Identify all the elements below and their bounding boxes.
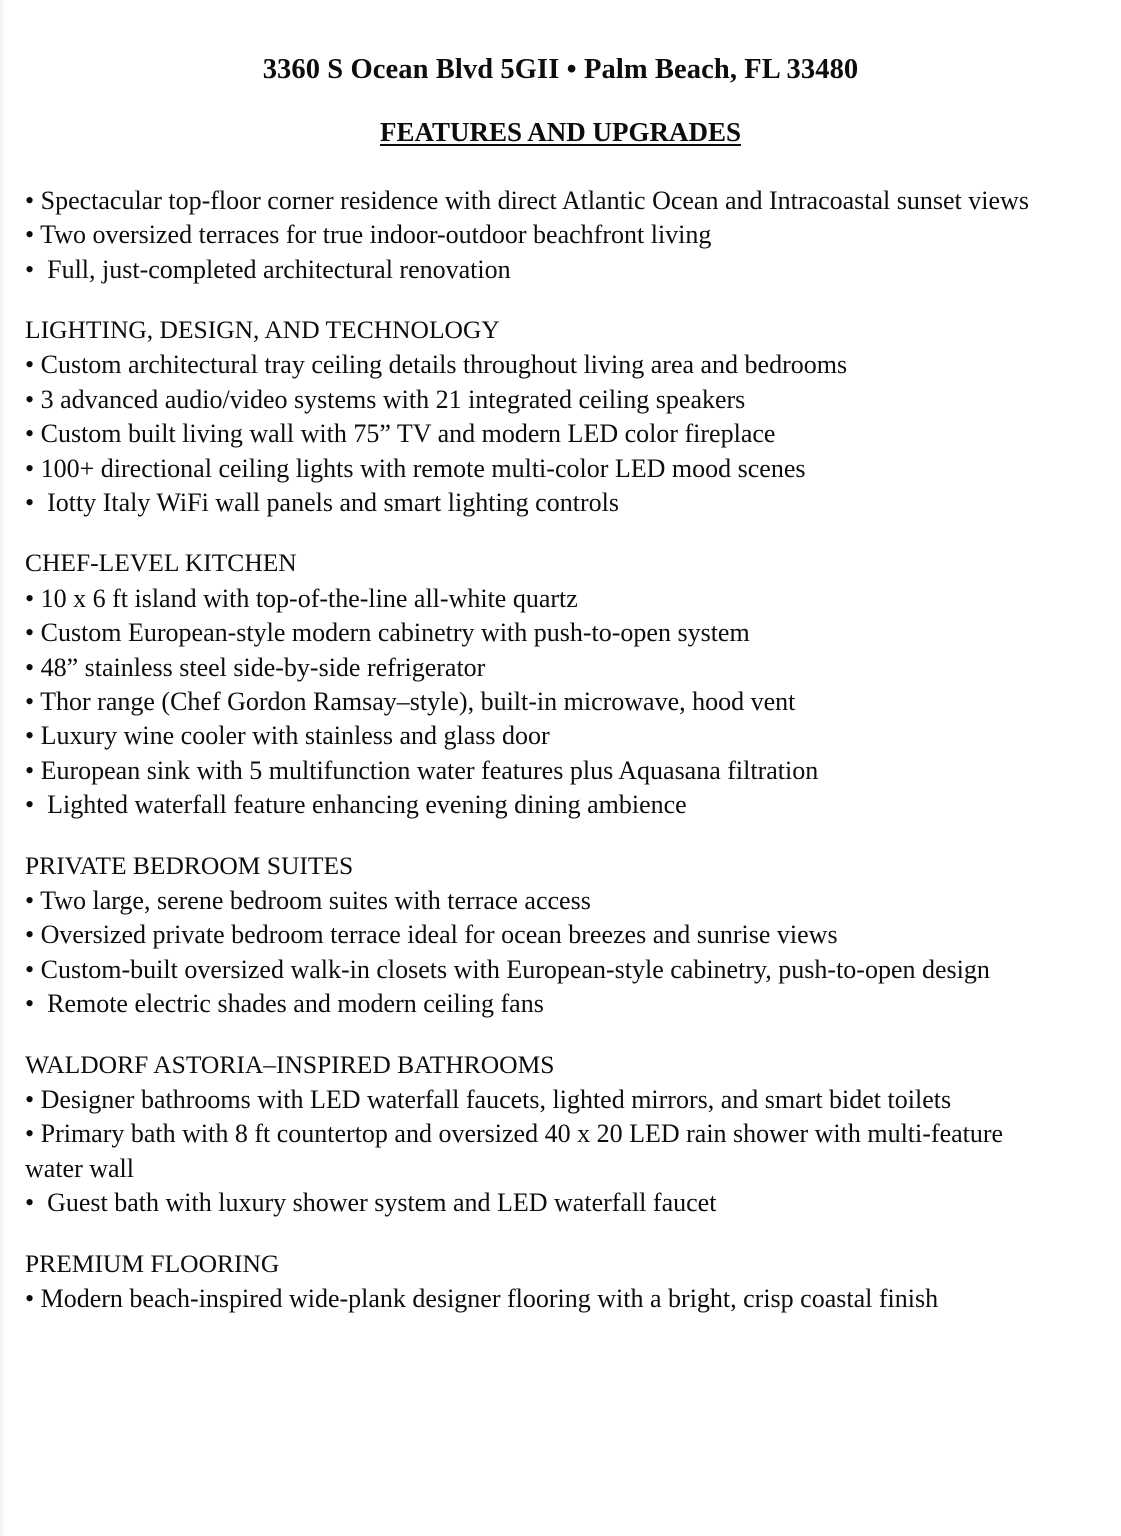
feature-bullet-item: • Iotty Italy WiFi wall panels and smart lighting controls — [25, 488, 619, 518]
feature-bullet-list — [25, 1282, 1063, 1316]
feature-bullet-item: • 3 advanced audio/video systems with 21 integrated ceiling speakers — [25, 384, 746, 414]
feature-bullet-item: • Modern beach-inspired wide-plank designer flooring with a bright, crisp coastal finish — [25, 1283, 939, 1313]
feature-bullet-item: • Designer bathrooms with LED waterfall faucets, lighted mirrors, and smart bidet toilets — [25, 1084, 952, 1114]
feature-bullet-item: • Lighted waterfall feature enhancing evening dining ambience — [25, 790, 687, 820]
feature-section — [25, 849, 1063, 1022]
feature-bullet-item: • Guest bath with luxury shower system and LED waterfall faucet — [25, 1188, 717, 1218]
feature-bullet-list — [25, 184, 1063, 287]
feature-bullet-item: • Remote electric shades and modern ceiling fans — [25, 989, 544, 1019]
section-heading: CHEF-LEVEL KITCHEN — [25, 548, 297, 578]
feature-bullet-item: • 48” stainless steel side-by-side refrigerator — [25, 652, 486, 682]
feature-bullet-item: • 100+ directional ceiling lights with remote multi-color LED mood scenes — [25, 453, 806, 483]
feature-section — [25, 313, 1063, 520]
feature-bullet-item: • Luxury wine cooler with stainless and glass door — [25, 721, 550, 751]
feature-bullet-item: • Oversized private bedroom terrace ideal for ocean breezes and sunrise views — [25, 920, 838, 950]
feature-bullet-item: • Spectacular top-floor corner residence with direct Atlantic Ocean and Intracoastal sunset views — [25, 185, 1029, 215]
feature-bullet-list — [25, 348, 1063, 520]
feature-bullet-item: • Two oversized terraces for true indoor-outdoor beachfront living — [25, 220, 712, 250]
feature-bullet-item: • Two large, serene bedroom suites with terrace access — [25, 885, 591, 915]
feature-section — [25, 1048, 1063, 1221]
feature-bullet-item: • Custom architectural tray ceiling details throughout living area and bedrooms — [25, 350, 848, 380]
features-sections — [0, 148, 1121, 1316]
feature-bullet-item: • Full, just-completed architectural renovation — [25, 254, 511, 284]
feature-section — [25, 184, 1063, 287]
section-heading: WALDORF ASTORIA–INSPIRED BATHROOMS — [25, 1049, 555, 1079]
feature-bullet-item: • 10 x 6 ft island with top-of-the-line all-white quartz — [25, 583, 578, 613]
feature-bullet-list — [25, 582, 1063, 823]
section-heading: PREMIUM FLOORING — [25, 1248, 280, 1278]
feature-bullet-item: • Custom-built oversized walk-in closets with European-style cabinetry, push-to-open design — [25, 954, 990, 984]
page-title: 3360 S Ocean Blvd 5GII • Palm Beach, FL 33480 — [262, 54, 859, 85]
document-subtitle: FEATURES AND UPGRADES — [379, 116, 742, 147]
feature-bullet-item: • Thor range (Chef Gordon Ramsay–style), built-in microwave, hood vent — [25, 686, 796, 716]
feature-bullet-item: • Custom European-style modern cabinetry with push-to-open system — [25, 618, 750, 648]
feature-section — [25, 546, 1063, 822]
feature-bullet-item: • Custom built living wall with 75” TV and modern LED color fireplace — [25, 419, 776, 449]
feature-bullet-item: • Primary bath with 8 ft countertop and oversized 40 x 20 LED rain shower with multi-feature water wall — [25, 1119, 1010, 1183]
section-heading: LIGHTING, DESIGN, AND TECHNOLOGY — [25, 315, 500, 345]
feature-bullet-list — [25, 884, 1063, 1022]
feature-bullet-list — [25, 1083, 1063, 1221]
feature-bullet-item: • European sink with 5 multifunction water features plus Aquasana filtration — [25, 755, 819, 785]
section-heading: PRIVATE BEDROOM SUITES — [25, 850, 354, 880]
feature-section — [25, 1247, 1063, 1317]
